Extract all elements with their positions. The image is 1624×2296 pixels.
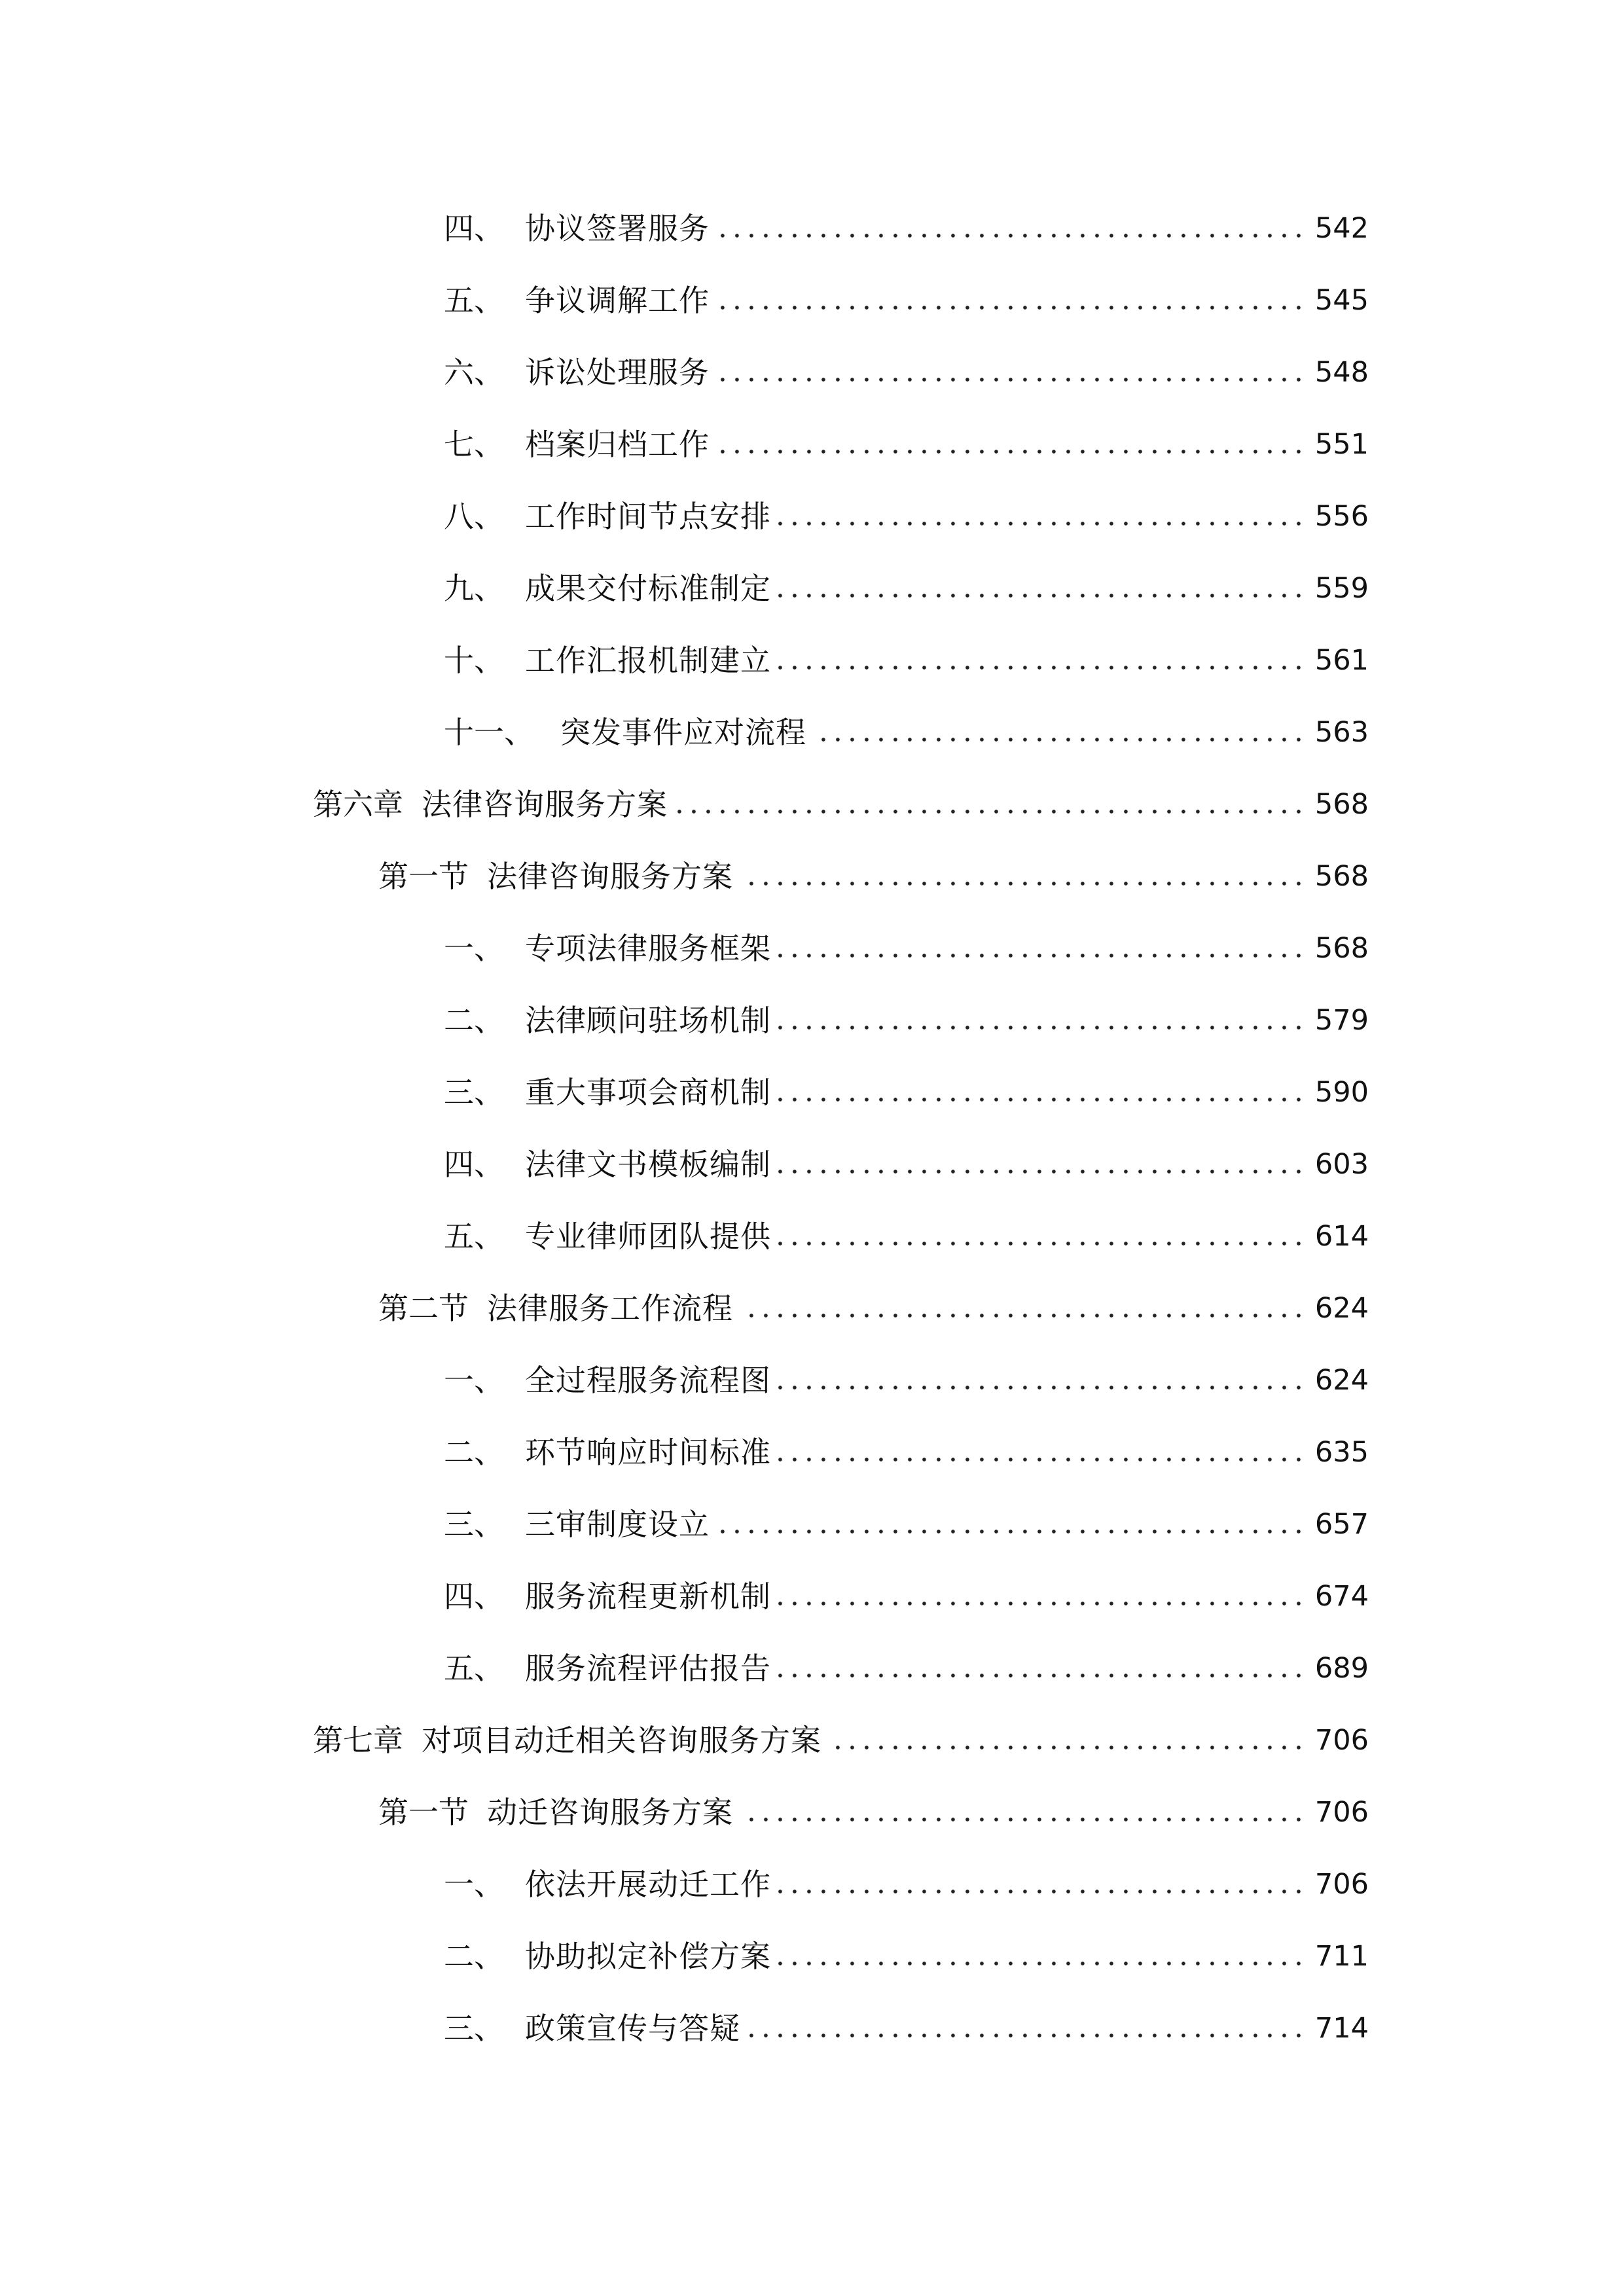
toc-entry-number: 一、 bbox=[444, 1867, 504, 1902]
dot-leader bbox=[778, 1241, 1306, 1246]
toc-entry-title: 成果交付标准制定 bbox=[525, 571, 771, 606]
toc-entry-title: 法律顾问驻场机制 bbox=[525, 1003, 771, 1038]
toc-entry-title: 协议签署服务 bbox=[525, 211, 710, 246]
toc-section-number: 第二节 bbox=[378, 1291, 469, 1326]
toc-entry-number: 三、 bbox=[444, 1507, 504, 1542]
dot-leader bbox=[716, 449, 1306, 454]
toc-entry-title: 争议调解工作 bbox=[525, 283, 710, 318]
toc-entry-number: 四、 bbox=[444, 1147, 504, 1182]
toc-entry[interactable] bbox=[444, 1560, 1369, 1632]
toc-entry-page: 568 bbox=[1314, 931, 1369, 965]
toc-entry-page: 674 bbox=[1314, 1579, 1369, 1613]
dot-leader bbox=[778, 1097, 1306, 1102]
toc-entry[interactable] bbox=[444, 1416, 1369, 1488]
toc-section[interactable] bbox=[378, 1272, 1369, 1344]
toc-section[interactable] bbox=[378, 840, 1369, 912]
toc-entry-page: 635 bbox=[1314, 1435, 1369, 1469]
toc-entry-page: 542 bbox=[1314, 211, 1369, 245]
toc-entry-title: 工作时间节点安排 bbox=[525, 499, 771, 534]
toc-section-title: 法律咨询服务方案 bbox=[487, 859, 733, 894]
toc-entry-page: 689 bbox=[1314, 1651, 1369, 1685]
dot-leader bbox=[716, 233, 1306, 238]
toc-section-page: 624 bbox=[1314, 1291, 1369, 1325]
toc-entry-page: 548 bbox=[1314, 355, 1369, 389]
toc-entry-title: 突发事件应对流程 bbox=[560, 715, 806, 750]
toc-entry-number: 一、 bbox=[444, 931, 504, 966]
toc-entry[interactable] bbox=[444, 1200, 1369, 1272]
toc-entry-number: 一、 bbox=[444, 1363, 504, 1398]
toc-entry[interactable] bbox=[444, 264, 1369, 336]
toc-entry-page: 563 bbox=[1314, 715, 1369, 749]
toc-entry-title: 协助拟定补偿方案 bbox=[525, 1939, 771, 1974]
toc-entry[interactable] bbox=[444, 696, 1369, 768]
toc-entry-page: 706 bbox=[1314, 1867, 1369, 1901]
toc-section-title: 动迁咨询服务方案 bbox=[487, 1795, 733, 1830]
toc-entry[interactable] bbox=[444, 1992, 1369, 2064]
toc-entry[interactable] bbox=[444, 480, 1369, 552]
dot-leader bbox=[740, 1313, 1306, 1318]
toc-entry-title: 依法开展动迁工作 bbox=[525, 1867, 771, 1902]
toc-entry-title: 诉讼处理服务 bbox=[525, 355, 710, 390]
toc-entry-page: 603 bbox=[1314, 1147, 1369, 1181]
toc-entry[interactable] bbox=[444, 192, 1369, 264]
dot-leader bbox=[740, 881, 1306, 886]
toc-entry-number: 五、 bbox=[444, 283, 504, 318]
toc-chapter-title: 法律咨询服务方案 bbox=[422, 787, 668, 822]
dot-leader bbox=[716, 377, 1306, 382]
toc-entry-page: 657 bbox=[1314, 1507, 1369, 1541]
toc-entry[interactable] bbox=[444, 1128, 1369, 1200]
toc-entry-number: 四、 bbox=[444, 211, 504, 246]
toc-entry[interactable] bbox=[444, 408, 1369, 480]
toc-entry-page: 590 bbox=[1314, 1075, 1369, 1109]
toc-entry-title: 服务流程评估报告 bbox=[525, 1651, 771, 1686]
toc-entry[interactable] bbox=[444, 984, 1369, 1056]
dot-leader bbox=[674, 809, 1306, 814]
toc-entry-page: 711 bbox=[1314, 1939, 1369, 1973]
dot-leader bbox=[778, 1673, 1306, 1678]
toc-entry-page: 624 bbox=[1314, 1363, 1369, 1397]
toc-entry[interactable] bbox=[444, 552, 1369, 624]
toc-entry-title: 专项法律服务框架 bbox=[525, 931, 771, 966]
toc-section-page: 706 bbox=[1314, 1795, 1369, 1829]
toc-entry-page: 714 bbox=[1314, 2011, 1369, 2045]
dot-leader bbox=[813, 737, 1306, 742]
toc-entry-title: 重大事项会商机制 bbox=[525, 1075, 771, 1110]
toc-entry-number: 三、 bbox=[444, 1075, 504, 1110]
dot-leader bbox=[778, 953, 1306, 958]
toc-section-number: 第一节 bbox=[378, 1795, 469, 1830]
dot-leader bbox=[778, 593, 1306, 598]
toc-entry-title: 全过程服务流程图 bbox=[525, 1363, 771, 1398]
toc-chapter-page: 568 bbox=[1314, 787, 1369, 821]
dot-leader bbox=[778, 1385, 1306, 1390]
toc-entry-number: 三、 bbox=[444, 2011, 504, 2046]
toc-entry-number: 六、 bbox=[444, 355, 504, 390]
toc-entry-number: 四、 bbox=[444, 1579, 504, 1614]
dot-leader bbox=[747, 2033, 1306, 2038]
dot-leader bbox=[716, 305, 1306, 310]
toc-chapter[interactable] bbox=[313, 1704, 1369, 1776]
toc-entry-number: 五、 bbox=[444, 1651, 504, 1686]
dot-leader bbox=[716, 1529, 1306, 1534]
toc-entry[interactable] bbox=[444, 912, 1369, 984]
toc-section-number: 第一节 bbox=[378, 859, 469, 894]
toc-entry-number: 二、 bbox=[444, 1003, 504, 1038]
toc-entry-number: 八、 bbox=[444, 499, 504, 534]
toc-chapter-number: 第七章 bbox=[313, 1723, 403, 1758]
toc-entry-number: 二、 bbox=[444, 1435, 504, 1470]
dot-leader bbox=[778, 1457, 1306, 1462]
toc-chapter-title: 对项目动迁相关咨询服务方案 bbox=[422, 1723, 821, 1758]
toc-entry-title: 环节响应时间标准 bbox=[525, 1435, 771, 1470]
toc-entry-title: 服务流程更新机制 bbox=[525, 1579, 771, 1614]
toc-entry[interactable] bbox=[444, 1632, 1369, 1704]
toc-entry-page: 559 bbox=[1314, 571, 1369, 605]
toc-entry-title: 专业律师团队提供 bbox=[525, 1219, 771, 1254]
toc-entry[interactable] bbox=[444, 1848, 1369, 1920]
toc-entry-number: 十、 bbox=[444, 643, 504, 678]
toc-chapter-page: 706 bbox=[1314, 1723, 1369, 1757]
toc-entry-title: 政策宣传与答疑 bbox=[525, 2011, 740, 2046]
dot-leader bbox=[778, 1961, 1306, 1966]
toc-entry-page: 579 bbox=[1314, 1003, 1369, 1037]
toc-entry-number: 五、 bbox=[444, 1219, 504, 1254]
toc-section-title: 法律服务工作流程 bbox=[487, 1291, 733, 1326]
toc-entry-title: 法律文书模板编制 bbox=[525, 1147, 771, 1182]
dot-leader bbox=[778, 1889, 1306, 1894]
toc-entry-title: 三审制度设立 bbox=[525, 1507, 710, 1542]
toc-entry[interactable] bbox=[444, 1056, 1369, 1128]
dot-leader bbox=[778, 1025, 1306, 1030]
toc-entry-page: 614 bbox=[1314, 1219, 1369, 1253]
dot-leader bbox=[778, 1169, 1306, 1174]
toc-chapter[interactable] bbox=[313, 768, 1369, 840]
toc-entry-number: 七、 bbox=[444, 427, 504, 462]
toc-chapter-number: 第六章 bbox=[313, 787, 403, 822]
toc-entry-page: 551 bbox=[1314, 427, 1369, 461]
toc-entry-title: 工作汇报机制建立 bbox=[525, 643, 771, 678]
toc-entry[interactable] bbox=[444, 624, 1369, 696]
toc-entry-page: 545 bbox=[1314, 283, 1369, 317]
toc-section-page: 568 bbox=[1314, 859, 1369, 893]
dot-leader bbox=[778, 1601, 1306, 1606]
toc-entry-number: 九、 bbox=[444, 571, 504, 606]
toc-section[interactable] bbox=[378, 1776, 1369, 1848]
toc-entry[interactable] bbox=[444, 336, 1369, 408]
toc-entry-page: 556 bbox=[1314, 499, 1369, 533]
dot-leader bbox=[828, 1745, 1306, 1750]
toc-entry[interactable] bbox=[444, 1920, 1369, 1992]
dot-leader bbox=[740, 1817, 1306, 1822]
toc-entry-page: 561 bbox=[1314, 643, 1369, 677]
dot-leader bbox=[778, 521, 1306, 526]
toc-entry[interactable] bbox=[444, 1488, 1369, 1560]
toc-entry-number: 十一、 bbox=[444, 715, 534, 750]
dot-leader bbox=[778, 665, 1306, 670]
toc-entry[interactable] bbox=[444, 1344, 1369, 1416]
toc-entry-title: 档案归档工作 bbox=[525, 427, 710, 462]
toc-entry-number: 二、 bbox=[444, 1939, 504, 1974]
